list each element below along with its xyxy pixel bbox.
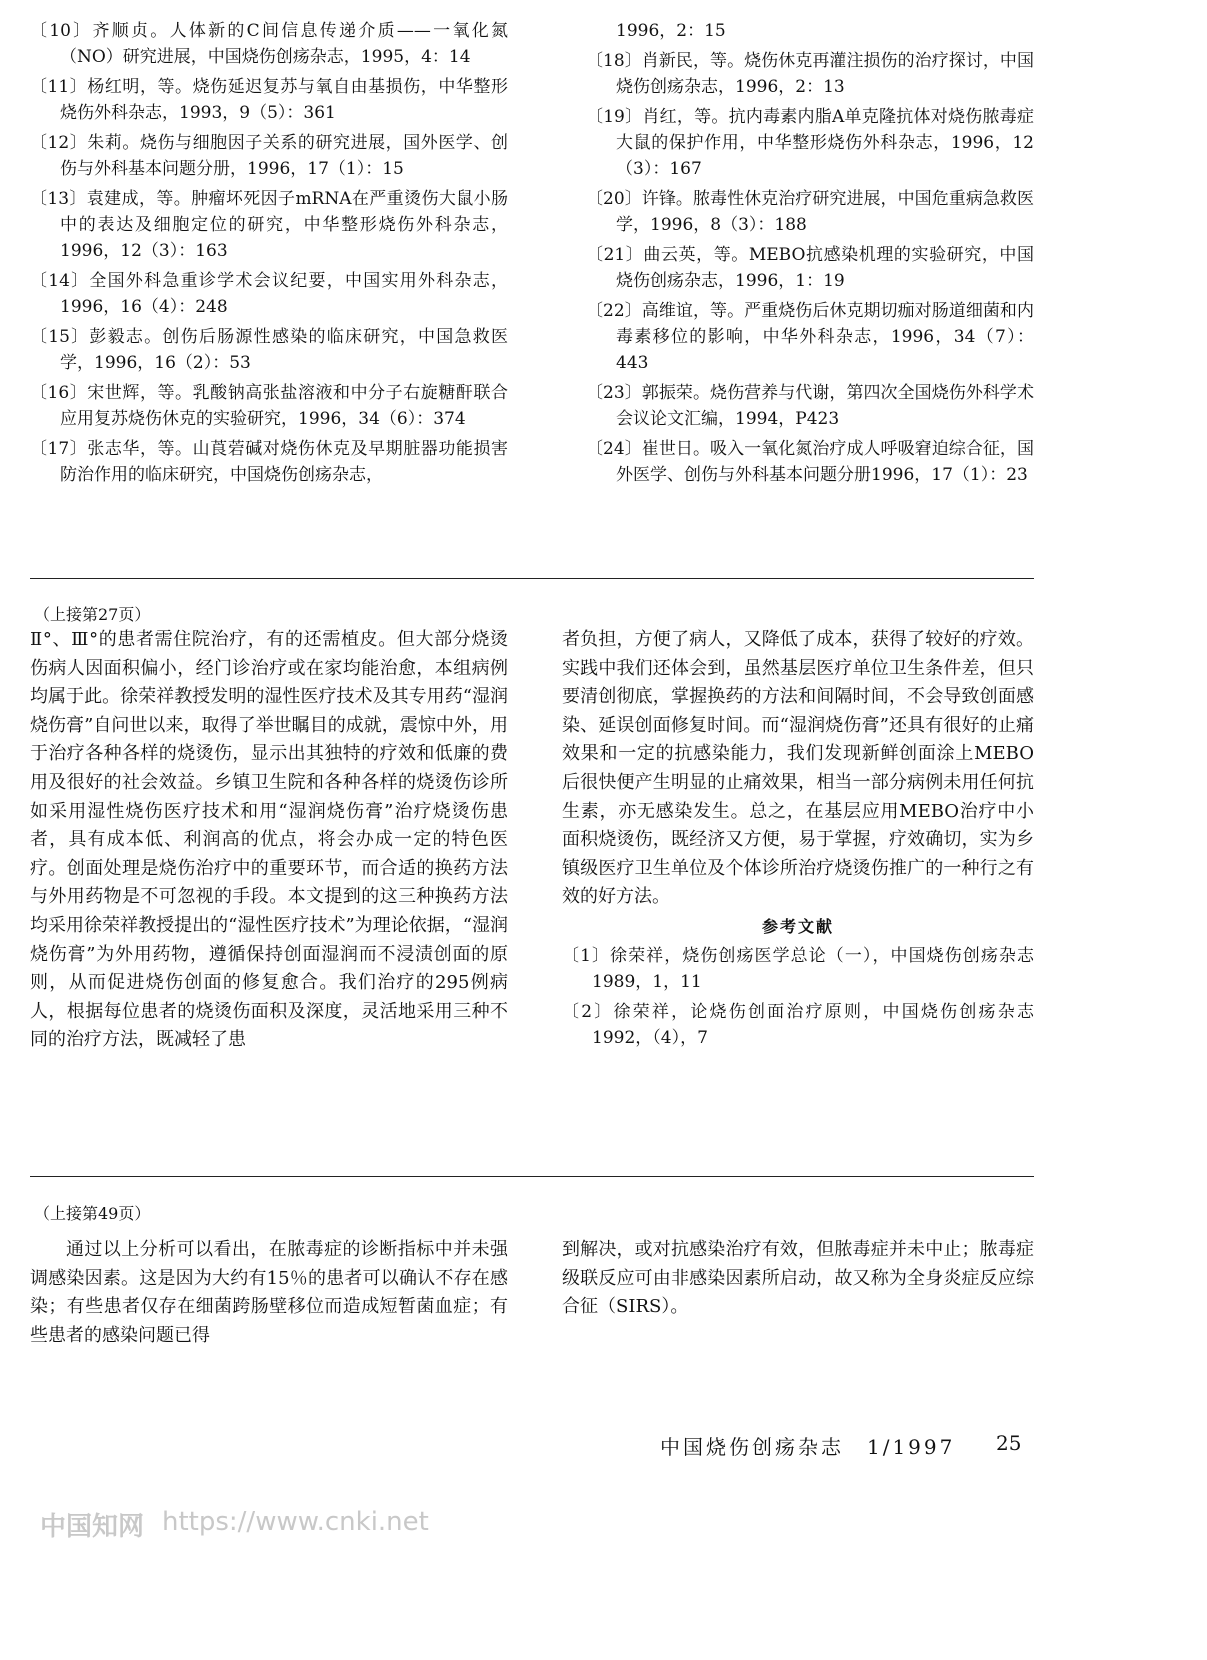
cnki-logo-watermark: 中国知网	[40, 1512, 145, 1542]
reference-item: 〔11〕杨红明，等。烧伤延迟复苏与氧自由基损伤，中华整形烧伤外科杂志，1993，9（5）：361	[30, 77, 508, 123]
reference-item: 〔23〕郭振荣。烧伤营养与代谢，第四次全国烧伤外科学术会议论文汇编，1994，P423	[586, 383, 1034, 429]
references-heading: 参考文献	[761, 916, 834, 936]
reference-item: 〔12〕朱莉。烧伤与细胞因子关系的研究进展，国外医学、创伤与外科基本问题分册，1996，17（1）：15	[30, 133, 508, 179]
reference-item: 〔20〕许锋。脓毒性休克治疗研究进展，中国危重病急救医学，1996，8（3）：188	[586, 189, 1034, 235]
body-paragraph: 到解决，或对抗感染治疗有效，但脓毒症并未中止；脓毒症级联反应可由非感染因素所启动，故又称为全身炎症反应综合征（SIRS）。	[562, 1239, 1034, 1318]
cnki-url-watermark: https://www.cnki.net	[162, 1507, 429, 1537]
top-references-left	[30, 18, 508, 492]
reference-item: 〔14〕全国外科急重诊学术会议纪要，中国实用外科杂志，1996，16（4）：248	[30, 271, 508, 317]
journal-footer: 中国烧伤创疡杂志 1/1997	[660, 1435, 956, 1459]
continued-from-label: （上接第27页）	[34, 605, 151, 624]
section3-left-column	[30, 1236, 508, 1350]
continued-from-label: （上接第49页）	[34, 1204, 151, 1223]
section2-right-column	[562, 626, 1034, 1055]
section-divider	[30, 1176, 1034, 1177]
body-paragraph: 者负担，方便了病人，又降低了成本，获得了较好的疗效。实践中我们还体会到，虽然基层医疗单位卫生条件差，但只要清创彻底，掌握换药的方法和间隔时间，不会导致创面感染、延误创面修复时间。而“湿润烧伤膏”还具有很好的止痛效果和一定的抗感染能力，我们发现新鲜创面涂上MEBO后很快便产生明显的止痛效果，相当一部分病例未用任何抗生素，亦无感染发生。总之，在基层应用MEBO治疗中小面积烧烫伤，既经济又方便，易于掌握，疗效确切，实为乡镇级医疗卫生单位及个体诊所治疗烧烫伤推广的一种行之有效的好方法。	[562, 629, 1034, 908]
reference-item: 〔15〕彭毅志。创伤后肠源性感染的临床研究，中国急救医学，1996，16（2）：53	[30, 327, 508, 373]
top-references-right	[586, 18, 1034, 492]
reference-item: 〔10〕齐顺贞。人体新的C间信息传递介质——一氧化氮（NO）研究进展，中国烧伤创疡杂志，1995，4：14	[30, 21, 508, 67]
section3-right-column	[562, 1236, 1034, 1322]
reference-item: 〔17〕张志华，等。山莨菪碱对烧伤休克及早期脏器功能损害防治作用的临床研究，中国烧伤创疡杂志，	[30, 439, 508, 485]
reference-item: 〔2〕徐荣祥，论烧伤创面治疗原则，中国烧伤创疡杂志1992，（4），7	[562, 1001, 1034, 1048]
section2-left-column	[30, 626, 508, 1055]
reference-item: 〔13〕袁建成，等。肿瘤坏死因子mRNA在严重烫伤大鼠小肠中的表达及细胞定位的研究，中华整形烧伤外科杂志，1996，12（3）：163	[30, 189, 508, 261]
section-divider	[30, 578, 1034, 579]
reference-item: 〔19〕肖红，等。抗内毒素内脂A单克隆抗体对烧伤脓毒症大鼠的保护作用，中华整形烧伤外科杂志，1996，12（3）：167	[586, 107, 1034, 179]
reference-item: 〔22〕高维谊，等。严重烧伤后休克期切痂对肠道细菌和内毒素移位的影响，中华外科杂志，1996，34（7）：443	[586, 301, 1034, 373]
page-number: 25	[996, 1431, 1022, 1455]
reference-item: 〔18〕肖新民，等。烧伤休克再灌注损伤的治疗探讨，中国烧伤创疡杂志，1996，2：13	[586, 51, 1034, 97]
reference-item: 〔1〕徐荣祥，烧伤创疡医学总论（一），中国烧伤创疡杂志1989，1，11	[562, 945, 1034, 992]
body-paragraph: Ⅱ°、Ⅲ°的患者需住院治疗，有的还需植皮。但大部分烧烫伤病人因面积偏小，经门诊治疗或在家均能治愈，本组病例均属于此。徐荣祥教授发明的湿性医疗技术及其专用药“湿润烧伤膏”自问世以来，取得了举世瞩目的成就，震惊中外，用于治疗各种各样的烧烫伤，显示出其独特的疗效和低廉的费用及很好的社会效益。乡镇卫生院和各种各样的烧烫伤诊所如采用湿性烧伤医疗技术和用“湿润烧伤膏”治疗烧烫伤患者，具有成本低、利润高的优点，将会办成一定的特色医疗。创面处理是烧伤治疗中的重要环节，而合适的换药方法与外用药物是不可忽视的手段。本文提到的这三种换药方法均采用徐荣祥教授提出的“湿性医疗技术”为理论依据，“湿润烧伤膏”为外用药物，遵循保持创面湿润而不浸渍创面的原则，从而促进烧伤创面的修复愈合。我们治疗的295例病人，根据每位患者的烧烫伤面积及深度，灵活地采用三种不同的治疗方法，既减轻了患	[30, 629, 508, 1051]
reference-continuation: 1996，2：15	[616, 21, 726, 41]
body-paragraph: 通过以上分析可以看出，在脓毒症的诊断指标中并未强调感染因素。这是因为大约有15％的患者可以确认不存在感染；有些患者仅存在细菌跨肠壁移位而造成短暂菌血症；有些患者的感染问题已得	[30, 1239, 508, 1346]
reference-item: 〔24〕崔世日。吸入一氧化氮治疗成人呼吸窘迫综合征，国外医学、创伤与外科基本问题分册1996，17（1）：23	[586, 439, 1034, 485]
reference-item: 〔21〕曲云英，等。MEBO抗感染机理的实验研究，中国烧伤创疡杂志，1996，1：19	[586, 245, 1034, 291]
reference-item: 〔16〕宋世辉，等。乳酸钠高张盐溶液和中分子右旋糖酐联合应用复苏烧伤休克的实验研究，1996，34（6）：374	[30, 383, 508, 429]
